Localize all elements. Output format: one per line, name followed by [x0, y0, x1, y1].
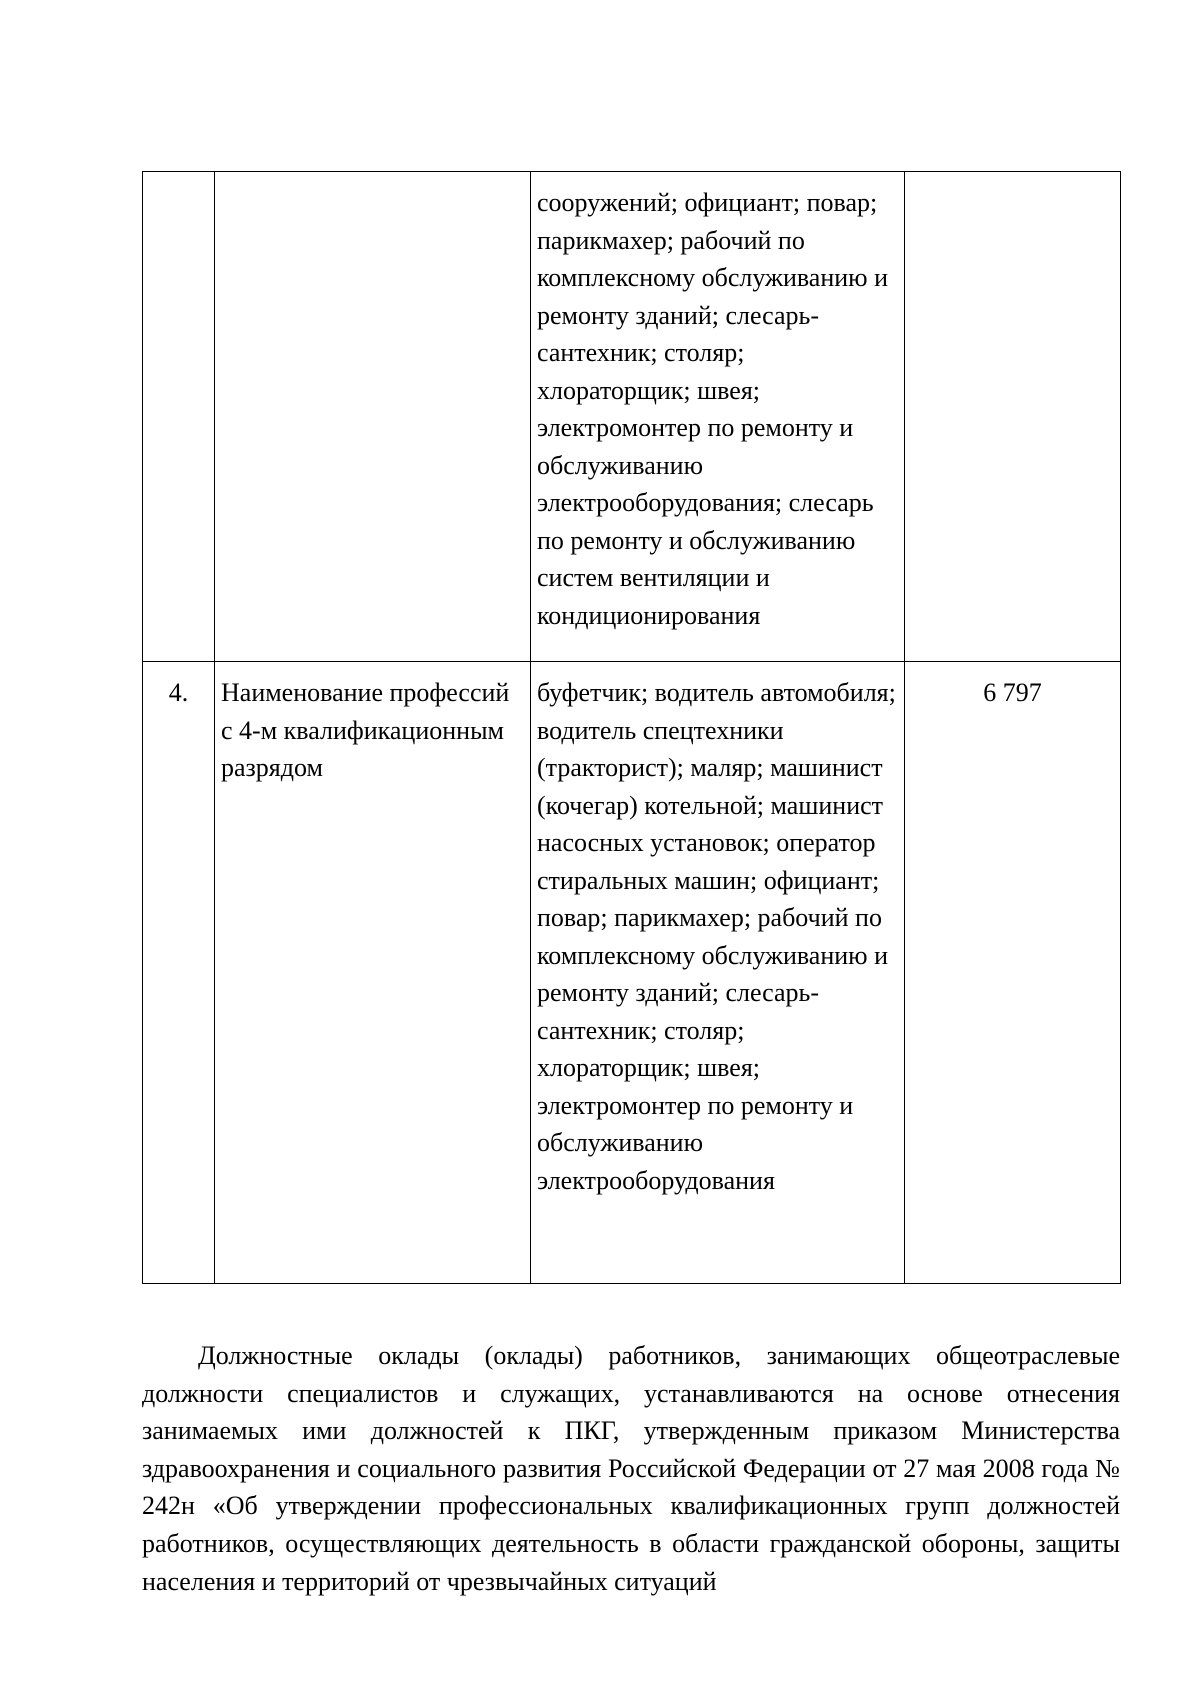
professions-cell [531, 172, 905, 662]
group-name-cell [215, 172, 531, 662]
table-row [143, 662, 1121, 1284]
salary-value: 6 797 [983, 678, 1042, 707]
professions-list: сооружений; официант; повар; парикмахер; рабочий по комплексному обслуживанию и ремонту зданий; слесарь-сантехник; столяр; хлораторщик; швея; электромонтер по ремонту и обслуживанию электрооборудования; слесарь по ремонту и обслуживанию систем вентиляции и кондиционирования [537, 188, 889, 630]
group-name: Наименование профессий с 4-м квалификационным разрядом [221, 678, 510, 782]
row-number-cell [143, 662, 215, 1284]
salary-cell [905, 662, 1121, 1284]
row-number: 4. [168, 678, 189, 707]
professions-list: буфетчик; водитель автомобиля; водитель спецтехники (тракторист); маляр; машинист (кочегар) котельной; машинист насосных установок; оператор стиральных машин; официант; повар; парикмахер; рабочий по комплексному обслуживанию и ремонту зданий; слесарь-сантехник; столяр; хлораторщик; швея; электромонтер по ремонту и обслуживанию электрооборудования [537, 678, 896, 1195]
professions-table [142, 171, 1121, 1284]
body-paragraph: Должностные оклады (оклады) работников, занимающих общеотраслевые должности специалистов и служащих, устанавливаются на основе отнесения занимаемых ими должностей к ПКГ, утвержденным приказом Министерства здравоохранения и социального развития Российской Федерации от 27 мая 2008 года № 242н «Об утверждении профессиональных квалификационных групп должностей работников, осуществляющих деятельность в области гражданской обороны, защиты населения и территорий от чрезвычайных ситуаций [142, 1341, 1120, 1596]
salary-cell [905, 172, 1121, 662]
row-number-cell [143, 172, 215, 662]
group-name-cell [215, 662, 531, 1284]
professions-cell [531, 662, 905, 1284]
table-row [143, 172, 1121, 662]
